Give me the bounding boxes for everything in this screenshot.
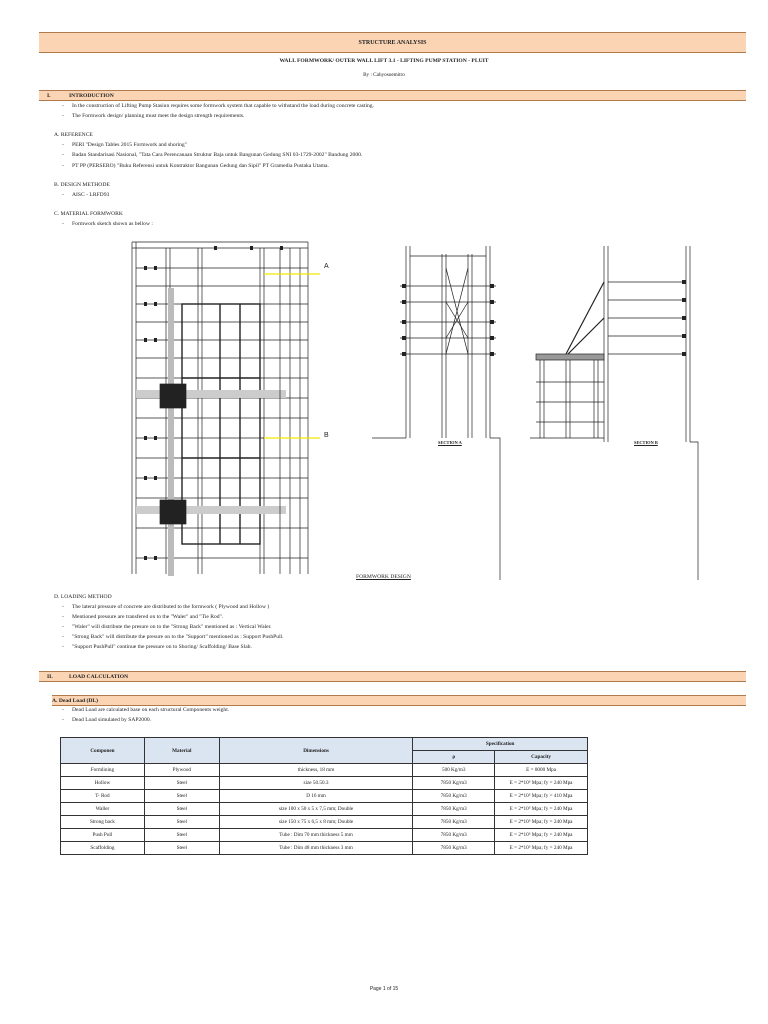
cell-capacity: E = 2*10⁵ Mpa; fy = 240 Mpa: [495, 803, 588, 816]
cell-component: Scaffolding: [61, 842, 145, 855]
cell-dimensions: size 100 x 50 x 5 x 7,5 mm; Double: [219, 803, 413, 816]
cell-dimensions: size 50.50.3: [219, 777, 413, 790]
material-item: - Formwork sketch shown as bellow :: [62, 221, 153, 227]
cell-rho: 500 Kg/m3: [413, 764, 495, 777]
dead-load-heading-band: [52, 695, 746, 706]
section-introduction: [39, 90, 746, 101]
cell-rho: 7850 Kg/m3: [413, 829, 495, 842]
material-specification-table: [60, 737, 588, 855]
design-method-heading: B. DESIGN METHODE: [54, 182, 110, 188]
cell-rho: 7850 Kg/m3: [413, 777, 495, 790]
cell-material: Steel: [144, 803, 219, 816]
document-title-band: [39, 32, 746, 53]
document-author: By : Cahyosoemitro: [363, 72, 405, 78]
header-rho: ρ: [413, 751, 495, 764]
loading-item: - "Strong Back" will distribute the presure on to the "Support" mentioned as : Support PushPull.: [62, 634, 284, 640]
design-method-item: - AISC - LRFD93: [62, 192, 110, 198]
document-subtitle: WALL FORMWORK/ OUTER WALL LIFT 3.1 - LIFTING PUMP STATION - PLUIT: [279, 58, 489, 64]
cell-component: Waller: [61, 803, 145, 816]
cell-capacity: E = 8000 Mpa: [495, 764, 588, 777]
loading-item: - The lateral pressure of concrete are distributed to the formwork ( Plywood and Hollow ): [62, 604, 270, 610]
page-number: Page 1 of 15: [369, 986, 399, 992]
section-number: II.: [47, 673, 53, 680]
intro-bullet: - In the construction of Lifting Pump Stasiun requires some formwork system that capable to withstand the load during concrete casting.: [62, 103, 374, 109]
document-title: STRUCTURE ANALYSIS: [358, 39, 427, 46]
section-a-marker: A: [324, 263, 329, 270]
cell-material: Steel: [144, 777, 219, 790]
section-b-caption: SECTION B: [634, 440, 658, 445]
dead-load-item: - Dead Load simulated by SAP2000.: [62, 717, 152, 723]
section-number: I.: [47, 92, 51, 99]
section-b-marker: B: [324, 432, 329, 439]
table-row: [61, 764, 588, 777]
cell-dimensions: size 150 x 75 x 6,5 x 8 mm; Double: [219, 816, 413, 829]
cell-material: Steel: [144, 842, 219, 855]
dead-load-item: - Dead Load are calculated base on each structural Components weight.: [62, 707, 230, 713]
cell-rho: 7850 Kg/m3: [413, 842, 495, 855]
cell-material: Steel: [144, 829, 219, 842]
cell-capacity: E = 2*10⁵ Mpa; fy = 240 Mpa: [495, 777, 588, 790]
reference-heading: A. REFERENCE: [54, 132, 93, 138]
cell-dimensions: Tube : Dim 48 mm thickness 3 mm: [219, 842, 413, 855]
cell-material: Plywood: [144, 764, 219, 777]
table-row: [61, 803, 588, 816]
dead-load-heading: A. Dead Load (DL): [52, 697, 98, 704]
reference-item: - PT PP (PERSERO) "Buku Referensi untuk Kontraktor Bangunan Gedung dan Sipil" PT Gramedia Pustaka Utama.: [62, 163, 329, 169]
table-row: [61, 829, 588, 842]
table-row: [61, 790, 588, 803]
cell-component: Formlining: [61, 764, 145, 777]
cell-dimensions: thickness, 18 mm: [219, 764, 413, 777]
section-b-drawing: [530, 242, 700, 580]
reference-item: - PERI "Design Tables 2015 Formwork and shoring": [62, 142, 188, 148]
table-row: [61, 816, 588, 829]
section-title: LOAD CALCULATION: [69, 673, 129, 680]
material-heading: C. MATERIAL FORMWORK: [54, 211, 123, 217]
cell-dimensions: D 16 mm: [219, 790, 413, 803]
cell-material: Steel: [144, 790, 219, 803]
section-title: INTRODUCTION: [69, 92, 114, 99]
header-capacity: Capacity: [495, 751, 588, 764]
formwork-design-caption: FORMWORK DESIGN: [356, 574, 411, 580]
cell-capacity: E = 2*10⁵ Mpa; fy = 240 Mpa: [495, 829, 588, 842]
table-row: [61, 777, 588, 790]
intro-bullet: - The Formwork design/ planning must meet the design strength requirements.: [62, 113, 245, 119]
header-material: Material: [144, 738, 219, 764]
cell-material: Steel: [144, 816, 219, 829]
cell-capacity: E = 2*10⁵ Mpa; fy = 410 Mpa: [495, 790, 588, 803]
cell-rho: 7850 Kg/m3: [413, 790, 495, 803]
loading-item: - Mentioned pressure are transfered on to the "Waler" and "Tie Rod".: [62, 614, 224, 620]
cell-rho: 7850 Kg/m3: [413, 816, 495, 829]
loading-item: - "Waler" will distribute the presure on to the "Strong Back" mentioned as : Vertical Waler.: [62, 624, 272, 630]
loading-method-heading: D. LOADING METHOD: [54, 594, 112, 600]
section-load-calculation: [39, 671, 746, 682]
loading-item: - "Support PushPull" continue the pressure on to Shoring/ Scaffolding/ Base Slab.: [62, 644, 252, 650]
cell-capacity: E = 2*10⁵ Mpa; fy = 240 Mpa: [495, 816, 588, 829]
cell-component: Strong back: [61, 816, 145, 829]
header-component: Componen: [61, 738, 145, 764]
formwork-plan-drawing: [130, 238, 340, 576]
table-row: [61, 842, 588, 855]
header-dimensions: Dimensions: [219, 738, 413, 764]
cell-capacity: E = 2*10⁵ Mpa; fy = 240 Mpa: [495, 842, 588, 855]
cell-component: T- Rod: [61, 790, 145, 803]
section-a-caption: SECTION A: [438, 440, 462, 445]
cell-component: Hollow: [61, 777, 145, 790]
cell-dimensions: Tube : Dim 70 mm thickness 5 mm: [219, 829, 413, 842]
cell-rho: 7850 Kg/m3: [413, 803, 495, 816]
cell-component: Push Pull: [61, 829, 145, 842]
header-specification: Specification: [413, 738, 588, 751]
section-a-drawing: [372, 242, 512, 580]
reference-item: - Badan Standarisasi Nasional, "Tata Cara Perencanaan Struktur Baja untuk Bangunan Gedung SNI 03-1729-2002" Bandung 2000.: [62, 152, 363, 158]
